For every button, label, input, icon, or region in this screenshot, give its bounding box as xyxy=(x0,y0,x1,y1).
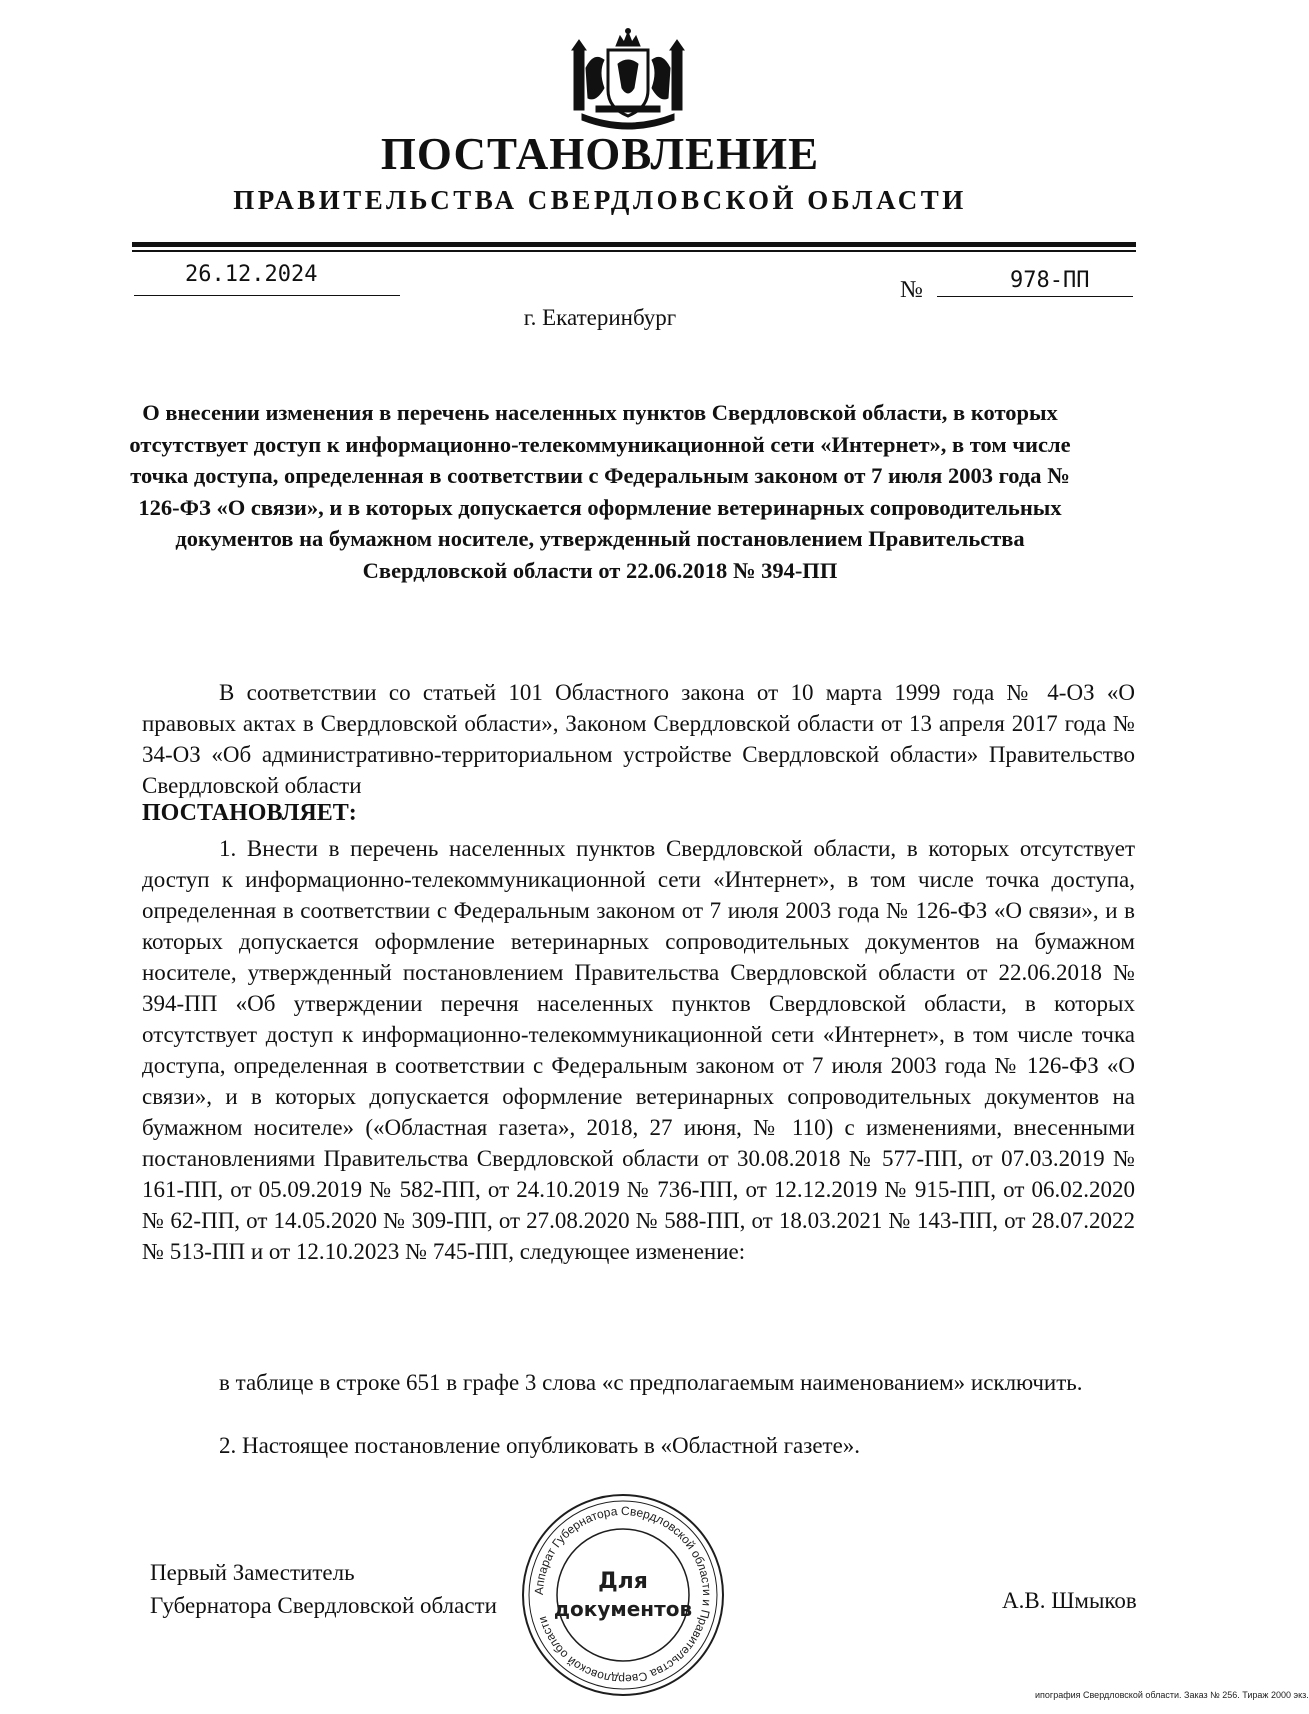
issuer-subtitle: ПРАВИТЕЛЬСТВА СВЕРДЛОВСКОЙ ОБЛАСТИ xyxy=(233,185,967,215)
stamp-ring-text: Аппарат Губернатора Свердловской области и Правительства Свердловской области xyxy=(531,1503,715,1687)
printer-footer: ипография Свердловской области. Заказ № 256. Тираж 2000 экз. xyxy=(1035,1690,1309,1700)
signatory-name: А.В. Шмыков xyxy=(1002,1588,1137,1613)
header-divider-thick xyxy=(132,242,1136,247)
change-paragraph: в таблице в строке 651 в графе 3 слова «с предполагаемым наименованием» исключить. xyxy=(219,1370,1083,1395)
date-underline xyxy=(134,295,400,296)
document-type-title: ПОСТАНОВЛЕНИЕ xyxy=(380,129,820,179)
coat-of-arms-icon xyxy=(568,28,688,132)
document-date: 26.12.2024 xyxy=(185,262,318,287)
clause-1-paragraph: 1. Внести в перечень населенных пунктов Свердловской области, в которых отсутствует доступ к информационно-телекоммуникационной сети «Интернет», в том числе точка доступа, определенная в соответствии с Федеральным законом от 7 июля 2003 года № 126-ФЗ «О связи», и в которых допускается оформление ветеринарных сопроводительных документов на бумажном носителе, утвержденный постановлением Правительства Свердловской области от 22.06.2018 № 394-ПП «Об утверждении перечня населенных пунктов Свердловской области, в которых отсутствует доступ к информационно-телекоммуникационной сети «Интернет», в том числе точка доступа, определенная в соответствии с Федеральным законом от 7 июля 2003 года № 126-ФЗ «О связи», и в которых допускается оформление ветеринарных сопроводительных документов на бумажном носителе» («Областная газета», 2018, 27 июня, № 110) с изменениями, внесенными постановлениями Правительства Свердловской области от 30.08.2018 № 577-ПП, от 07.03.2019 № 161-ПП, от 05.09.2019 № 582-ПП, от 24.10.2019 № 736-ПП, от 12.12.2019 № 915-ПП, от 06.02.2020 № 62-ПП, от 14.05.2020 № 309-ПП, от 27.08.2020 № 588-ПП, от 18.03.2021 № 143-ПП, от 28.07.2022 № 513-ПП и от 12.10.2023 № 745-ПП, следующее изменение: xyxy=(142,836,1135,1264)
header-divider-thin xyxy=(132,250,1136,252)
number-underline xyxy=(937,296,1133,297)
clause-2-paragraph: 2. Настоящее постановление опубликовать в «Областной газете». xyxy=(219,1433,861,1458)
signatory-position-line-1: Первый Заместитель xyxy=(150,1560,355,1585)
city: г. Екатеринбург xyxy=(523,305,677,330)
document-heading: О внесении изменения в перечень населенных пунктов Свердловской области, в которых отсутствует доступ к информационно-телекоммуникационной сети «Интернет», в том числе точка доступа, определенная в соответствии с Федеральным законом от 7 июля 2003 года № 126-ФЗ «О связи», и в которых допускается оформление ветеринарных сопроводительных документов на бумажном носителе, утвержденный постановлением Правительства Свердловской области от 22.06.2018 № 394-ПП xyxy=(129,400,1071,583)
resolves-label: ПОСТАНОВЛЯЕТ: xyxy=(142,800,357,826)
stamp-center-line-1: Для xyxy=(598,1569,648,1594)
svg-text:Аппарат Губернатора Свердловск xyxy=(532,1504,714,1686)
signatory-position xyxy=(150,1556,497,1622)
preamble-paragraph: В соответствии со статьей 101 Областного закона от 10 марта 1999 года № 4-ОЗ «О правовых актах в Свердловской области», Законом Свердловской области от 13 апреля 2017 года № 34-ОЗ «Об административно-территориальном устройстве Свердловской области» Правительство Свердловской области xyxy=(142,680,1135,798)
number-label: № xyxy=(900,277,923,303)
signatory-position-line-2: Губернатора Свердловской области xyxy=(150,1593,497,1618)
document-number: 978-ПП xyxy=(1010,268,1090,293)
stamp-center-line-2: документов xyxy=(553,1597,693,1621)
official-stamp xyxy=(518,1490,728,1700)
